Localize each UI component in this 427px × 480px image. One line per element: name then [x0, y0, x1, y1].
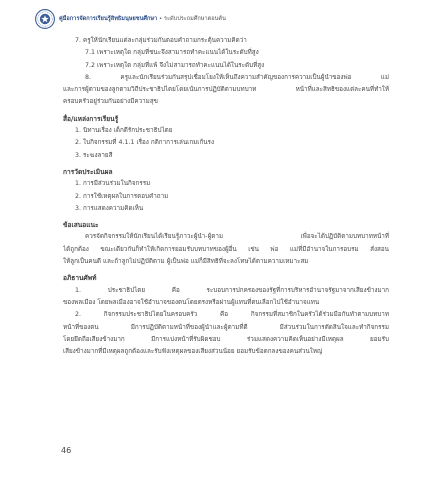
media-item-2: 2. ใบกิจกรรมที่ 4.1.1 เรื่อง กติกาการเล่นเกมเก้นรง	[75, 139, 215, 147]
glossary-def-1-line-2: ของพลเมือง โดยพลเมืองอาจใช้อำนาจของตนโดยตรงหรือผ่านผู้แทนที่ตนเลือกไปใช้อำนาจแทน	[63, 298, 320, 306]
suggestion-line-1: ควรจัดกิจกรรมให้นักเรียนได้เรียนรู้ภาวะผู้นำ-ผู้ตาม เพื่อจะได้ปฏิบัติตามบทบาทหน้าที่	[85, 233, 389, 241]
media-heading: สื่อ/แหล่งการเรียนรู้	[63, 114, 119, 123]
step-8-line-3: ครอบครัวอยู่ร่วมกันอย่างมีความสุข	[63, 98, 158, 106]
suggestion-heading: ข้อเสนอแนะ	[63, 221, 99, 230]
glossary-def-1-line-1: 1. ประชาธิปไตย คือ ระบอบการปกครองของรัฐที่การบริหารอำนาจรัฐมาจากเสียงข้างมาก	[75, 286, 389, 294]
assessment-item-2: 2. การใช้เหตุผลในการตอบคำถาม	[75, 192, 169, 200]
header-subtitle: • ระดับประถมศึกษาตอนต้น	[157, 16, 226, 22]
assessment-item-3: 3. การแสดงความคิดเห็น	[75, 204, 144, 212]
step-7-2: 7.2 เพราะเหตุใด กลุ่มที่แพ้ จึงไม่สามารถทำคะแนนได้ในระดับที่สูง	[85, 61, 265, 69]
glossary-def-2-line-1: 2. กิจกรรมประชาธิปไตยในครอบครัว คือ กิจกรรมที่สมาชิกในครัวได้ร่วมมือกันทำตามบทบาท	[75, 311, 389, 319]
document-body	[63, 35, 389, 358]
glossary-def-2-line-2: หน้าที่ของตน มีการปฏิบัติตามหน้าที่ของผู้นำและผู้ตามที่ดี มีส่วนร่วมในการตัดสินใจและทำกิจกรรม	[63, 323, 389, 331]
step-7-1: 7.1 เพราะเหตุใด กลุ่มที่ชนะจึงสามารถทำคะแนนได้ในระดับที่สูง	[85, 49, 259, 57]
media-item-1: 1. นิทานเรื่อง เด็กดีรักประชาธิปไตย	[75, 127, 173, 135]
assessment-item-1: 1. การมีส่วนร่วมในกิจกรรม	[75, 180, 151, 188]
glossary-def-2-line-4: เสียงข้างมากที่มีเหตุผลถูกต้องและรับฟังเหตุผลของเสียงส่วนน้อย ยอมรับข้อตกลงของคนส่วนใหญ่	[63, 348, 323, 356]
suggestion-line-2: ได้ถูกต้อง ขณะเดียวกันก็ทำให้เกิดการยอมรับบทบาทของผู้อื่น เช่น พ่อ แม่ที่มีอำนาจในการอบรม สั่งสอน	[63, 245, 389, 253]
assessment-heading: การวัดประเมินผล	[63, 167, 113, 176]
glossary-def-2-line-3: โดยยึดถือเสียงข้างมาก มีการแบ่งหน้าที่รับผิดชอบ ร่วมแสดงความคิดเห็นอย่างมีเหตุผล ยอมรับ	[63, 335, 389, 343]
step-8-line-2: และการผู้ตามของลูกตามวิถีประชาธิปไตยโดยเน้นการปฏิบัติตามบทบาท หน้าที่และสิทธิของแต่ละคนที่ทำให้	[63, 86, 389, 94]
step-8-line-1: 8. ครูและนักเรียนร่วมกันสรุปเชื่อมโยงให้เห็นถึงความสำคัญของการความเป็นผู้นำของพ่อ แม่	[85, 73, 389, 81]
page-number: 46	[61, 446, 72, 455]
suggestion-line-3: ให้ลูกเป็นคนดี และถ้าลูกไม่ปฏิบัติตาม ผู้เป็นพ่อ แม่ก็มีสิทธิที่จะลงโทษได้ตามความเหมาะสม	[63, 258, 309, 266]
header-title: คู่มือการจัดการเรียนรู้สิทธิมนุษยชนศึกษา • ระดับประถมศึกษาตอนต้น	[59, 16, 226, 22]
page-header	[35, 9, 405, 31]
step-7-question: 7. ครูให้นักเรียนแต่ละกลุ่มร่วมกันตอบคำถามกระตุ้นความคิดว่า	[75, 37, 247, 44]
glossary-heading: อภิธานศัพท์	[63, 274, 97, 283]
emblem-logo	[35, 9, 55, 29]
media-item-3: 3. ระฆงลายสี	[75, 151, 113, 159]
